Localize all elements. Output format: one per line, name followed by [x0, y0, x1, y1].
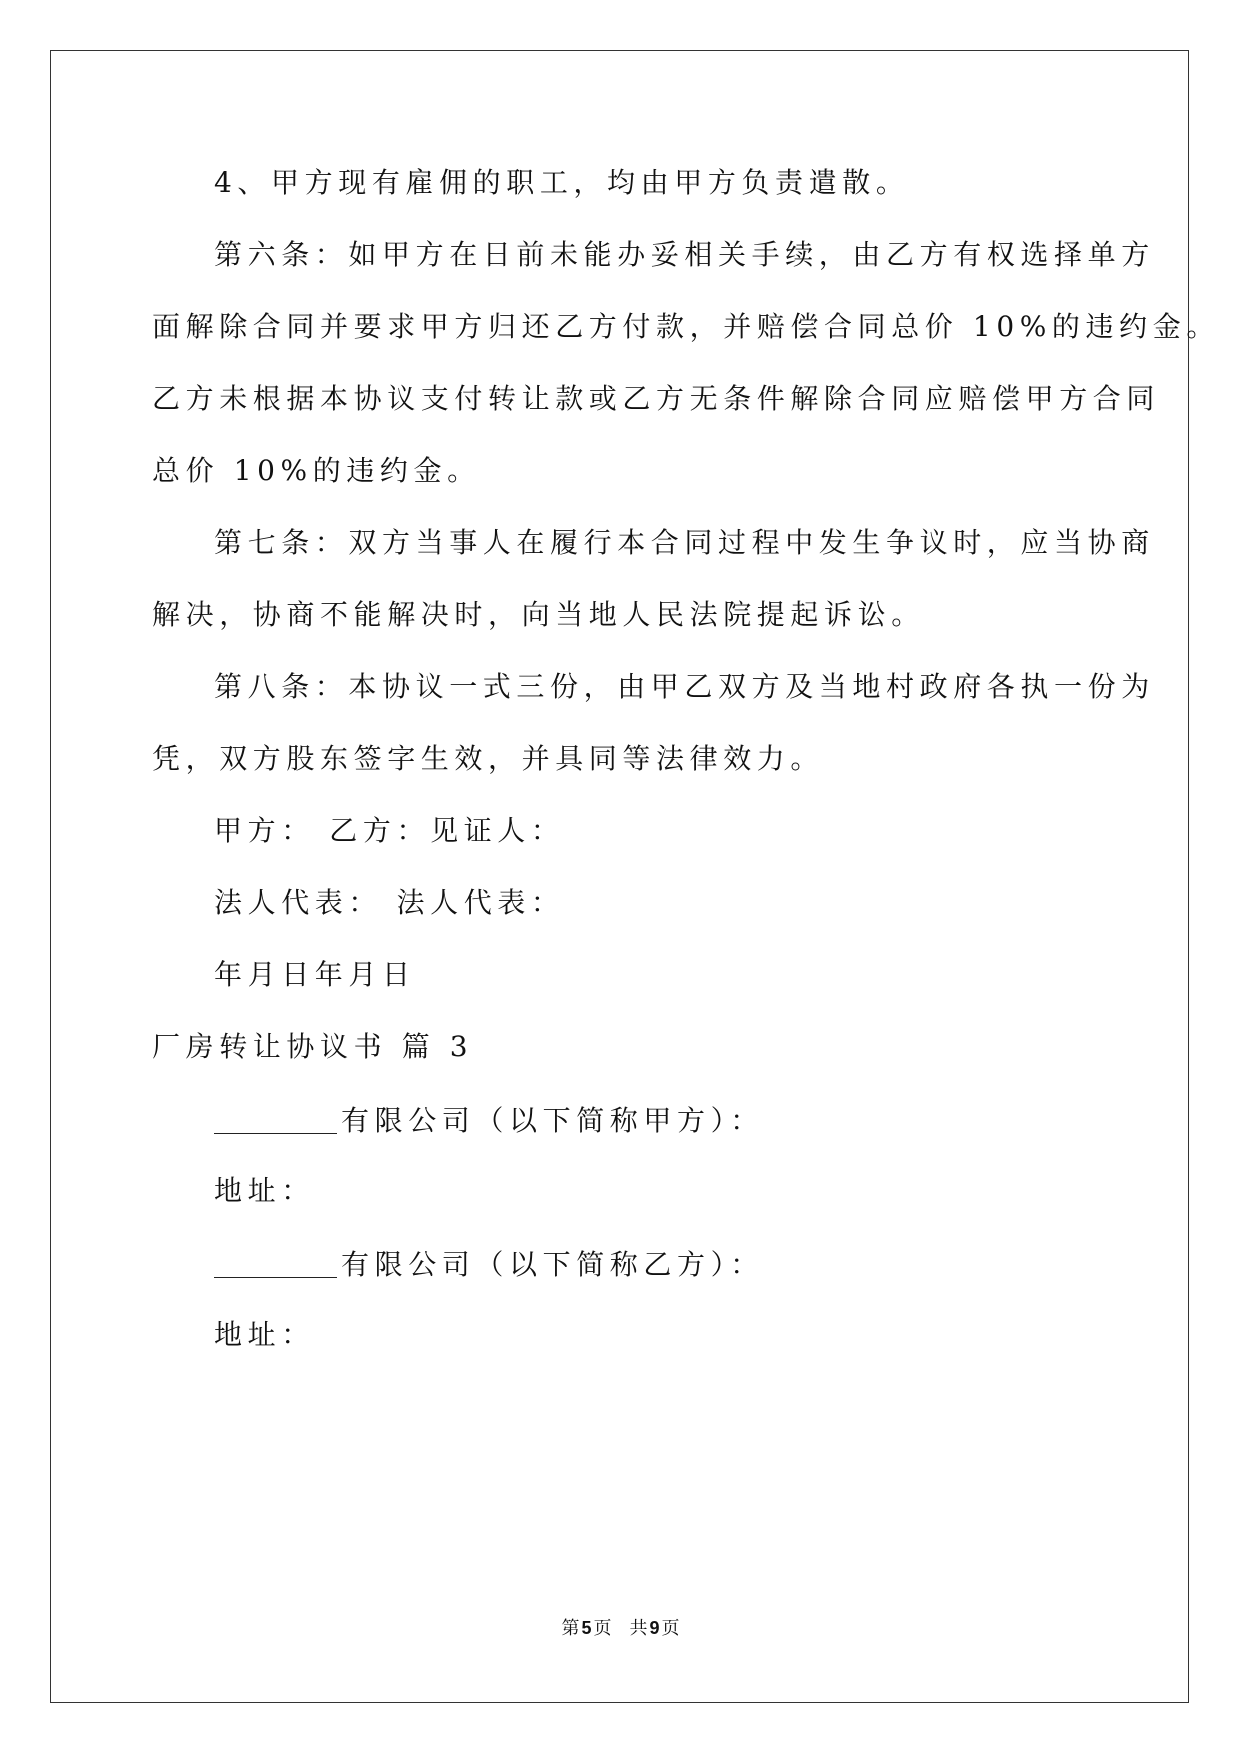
- party-a-company-line: [214, 1099, 764, 1141]
- party-b-company-line: [214, 1243, 764, 1285]
- footer-total-suffix: 页: [661, 1618, 680, 1639]
- paragraph-line: 面解除合同并要求甲方归还乙方付款，并赔偿合同总价 10%的违约金。: [152, 310, 1220, 343]
- paragraph-line: 第七条：双方当事人在履行本合同过程中发生争议时，应当协商: [214, 526, 1155, 559]
- paragraph-line: 凭，双方股东签字生效，并具同等法律效力。: [152, 742, 825, 775]
- footer-total-prefix: 共: [629, 1618, 648, 1639]
- paragraph-line: 总价 10%的违约金。: [152, 454, 481, 487]
- party-b-company-text: 有限公司（以下简称乙方）：: [341, 1248, 764, 1281]
- blank-underline: [214, 1247, 337, 1278]
- party-b-address-line: 地址：: [214, 1318, 315, 1351]
- paragraph-line: 解决，协商不能解决时，向当地人民法院提起诉讼。: [152, 598, 925, 631]
- current-page-number: 5: [581, 1618, 592, 1638]
- blank-underline: [214, 1103, 337, 1134]
- party-a-address-line: 地址：: [214, 1174, 315, 1207]
- signature-parties-line: 甲方： 乙方：见证人：: [214, 814, 565, 847]
- page-footer: [0, 1614, 1241, 1640]
- legal-representative-line: 法人代表： 法人代表：: [214, 886, 565, 919]
- total-page-number: 9: [649, 1618, 660, 1638]
- paragraph-line: 4、甲方现有雇佣的职工，均由甲方负责遣散。: [214, 166, 910, 199]
- footer-page-word: 页: [593, 1618, 612, 1639]
- paragraph-line: 乙方未根据本协议支付转让款或乙方无条件解除合同应赔偿甲方合同: [152, 382, 1161, 415]
- footer-prefix: 第: [561, 1618, 580, 1639]
- party-a-company-text: 有限公司（以下简称甲方）：: [341, 1104, 764, 1137]
- paragraph-line: 第六条：如甲方在日前未能办妥相关手续，由乙方有权选择单方: [214, 238, 1155, 271]
- date-line: 年月日年月日: [214, 958, 416, 991]
- section-heading: 厂房转让协议书 篇 3: [152, 1030, 474, 1063]
- paragraph-line: 第八条：本协议一式三份，由甲乙双方及当地村政府各执一份为: [214, 670, 1155, 703]
- page-border: [50, 50, 1189, 1703]
